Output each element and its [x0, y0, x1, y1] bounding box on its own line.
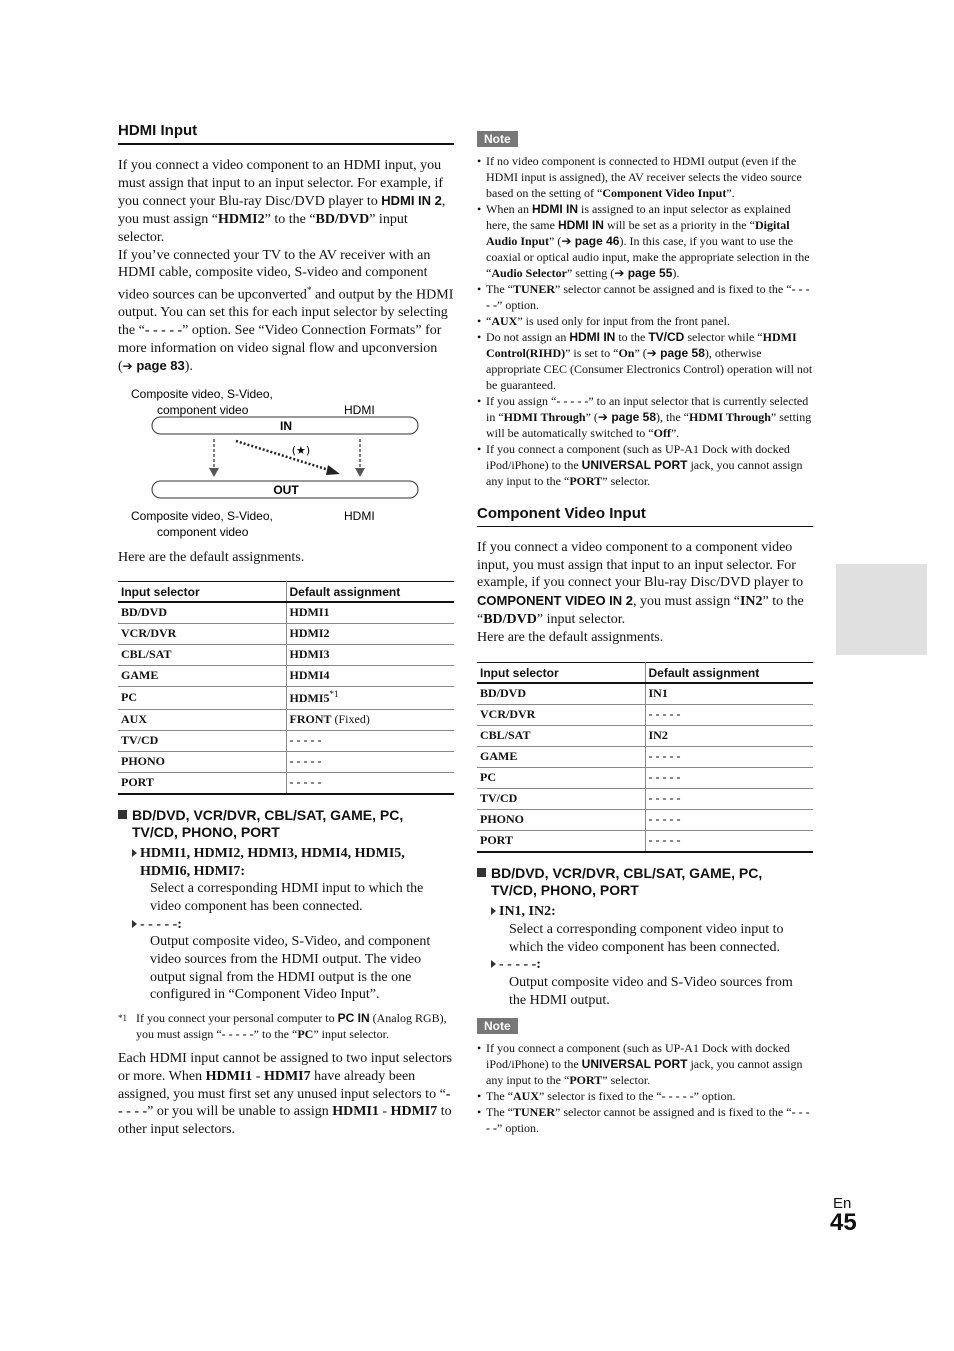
list-item: • If no video component is connected to HDMI output (even if the HDMI input is assigned), the AV receiver selects the video source based on the setting of “Component Video Input”.: [477, 153, 813, 201]
list-item: • When an HDMI IN is assigned to an input selector as explained here, the same HDMI IN will be set as a priority in the “Digital Audio Input” (➔ page 46). In this case, if you want to use the coaxial or optical audio input, make the appropriate selection in the “Audio Selector” setting (➔ page 55).: [477, 201, 813, 281]
section-title-hdmi-input: HDMI Input: [118, 122, 454, 145]
cell-selector: CBL/SAT: [118, 644, 286, 665]
exclusive-assignment-paragraph: Each HDMI input cannot be assigned to two input selectors or more. When HDMI1 - HDMI7 have already been assigned, you must first set any unused input selectors to “- - - - -” or you will be unable to assign HDMI1 - HDMI7 to other input selectors.: [118, 1051, 452, 1137]
cell-assignment: HDMI3: [286, 644, 454, 665]
cell-assignment: IN2: [645, 726, 813, 747]
cell-selector: VCR/DVR: [118, 623, 286, 644]
section-title-component-video: Component Video Input: [477, 505, 813, 527]
cell-assignment: - - - - -: [286, 751, 454, 772]
triangle-bullet-icon: [132, 849, 137, 857]
component-assignment-table: [477, 662, 813, 853]
cell-assignment: - - - - -: [645, 810, 813, 831]
selector-list-heading: BD/DVD, VCR/DVR, CBL/SAT, GAME, PC, TV/CD, PHONO, PORT: [477, 865, 813, 899]
cell-assignment: - - - - -: [286, 772, 454, 794]
cell-selector: PHONO: [118, 751, 286, 772]
cell-selector: GAME: [477, 747, 645, 768]
table-row: [477, 726, 813, 747]
arrow-icon: ➔: [614, 266, 625, 280]
cell-assignment: - - - - -: [286, 730, 454, 751]
arrow-icon: ➔: [122, 359, 133, 374]
hdmi-notes-list: [477, 153, 813, 489]
header-default-assignment: Default assignment: [286, 581, 454, 602]
diagram-bottom-left-line1: Composite video, S-Video,: [131, 509, 273, 524]
list-item: • If you assign “- - - - -” to an input selector that is currently selected in “HDMI Through” (➔ page 58), the “HDMI Through” setting will be automatically switched to “Off”.: [477, 393, 813, 441]
header-input-selector: Input selector: [477, 663, 645, 684]
diagram-top-right: HDMI: [344, 403, 375, 418]
arrow-icon: ➔: [597, 410, 608, 424]
cell-assignment: HDMI5$^{*1}$: [286, 686, 454, 709]
list-item: • If you connect a component (such as UP-A1 Dock with docked iPod/iPhone) to the UNIVERSAL PORT jack, you cannot assign any input to the “PORT” selector.: [477, 1040, 813, 1088]
list-item: • Do not assign an HDMI IN to the TV/CD selector while “HDMI Control(RIHD)” is set to “On” (➔ page 58), otherwise appropriate CEC (Consumer Electronics Control) operation will not be guaranteed.: [477, 329, 813, 393]
cell-assignment: HDMI2: [286, 623, 454, 644]
cell-selector: VCR/DVR: [477, 705, 645, 726]
option-none: - - - - -:: [477, 956, 813, 974]
square-bullet-icon: [477, 868, 486, 877]
table-row: [477, 768, 813, 789]
cell-assignment: HDMI1: [286, 602, 454, 624]
hdmi-assignment-table: [118, 581, 454, 795]
option-none-desc: Output composite video and S-Video sources from the HDMI output.: [509, 975, 793, 1008]
table-row: [118, 665, 454, 686]
defaults-intro: Here are the default assignments.: [477, 629, 664, 645]
cell-selector: PC: [477, 768, 645, 789]
table-row: [477, 683, 813, 705]
chapter-side-tab: [836, 564, 927, 655]
defaults-intro: Here are the default assignments.: [118, 550, 305, 566]
cell-assignment: IN1: [645, 683, 813, 705]
table-row: [118, 709, 454, 730]
option-hdmi-inputs-desc: Select a corresponding HDMI input to which the video component has been connected.: [150, 881, 424, 914]
cell-assignment: - - - - -: [645, 831, 813, 853]
table-row: [118, 730, 454, 751]
cell-assignment: FRONT (Fixed): [286, 709, 454, 730]
cell-assignment: HDMI4: [286, 665, 454, 686]
footnote-1: *1 If you connect your personal computer to PC IN (Analog RGB), you must assign “- - - - -” to the “PC” input selector.: [118, 1011, 447, 1042]
table-header-row: [477, 663, 813, 684]
option-component-inputs-desc: Select a corresponding component video input to which the video component has been connected.: [509, 921, 784, 955]
triangle-bullet-icon: [132, 920, 137, 928]
page-number: 45: [830, 1209, 857, 1236]
right-column: [477, 130, 813, 1136]
cell-assignment: - - - - -: [645, 747, 813, 768]
selector-list-heading: BD/DVD, VCR/DVR, CBL/SAT, GAME, PC, TV/CD, PHONO, PORT: [118, 807, 454, 841]
option-component-inputs: IN1, IN2:: [477, 903, 813, 921]
table-row: [118, 602, 454, 624]
star-label: (★): [291, 444, 311, 458]
cell-selector: GAME: [118, 665, 286, 686]
list-item: • “AUX” is used only for input from the front panel.: [477, 313, 813, 329]
diagram-graphic: [118, 386, 454, 539]
table-row: [477, 831, 813, 853]
out-label: OUT: [273, 483, 299, 498]
left-column: [118, 122, 454, 1139]
list-item: • The “AUX” selector is fixed to the “- - - - -” option.: [477, 1088, 813, 1104]
cell-selector: TV/CD: [477, 789, 645, 810]
signal-flow-diagram: [118, 386, 454, 539]
diagram-bottom-left-line2: component video: [157, 525, 249, 540]
cell-selector: TV/CD: [118, 730, 286, 751]
table-row: [118, 772, 454, 794]
table-row: [118, 644, 454, 665]
table-row: [477, 705, 813, 726]
table-row: [477, 789, 813, 810]
option-hdmi-inputs: HDMI1, HDMI2, HDMI3, HDMI4, HDMI5, HDMI6, HDMI7:: [118, 845, 454, 880]
table-header-row: [118, 581, 454, 602]
note-badge: Note: [477, 131, 518, 147]
cell-assignment: - - - - -: [645, 768, 813, 789]
triangle-bullet-icon: [491, 960, 496, 968]
header-input-selector: Input selector: [118, 581, 286, 602]
list-item: • The “TUNER” selector cannot be assigned and is fixed to the “- - - - -” option.: [477, 281, 813, 313]
page-language: En: [833, 1195, 852, 1212]
component-intro-paragraph: If you connect a video component to a component video input, you must assign that input to an input selector. For example, if you connect your Blu-ray Disc/DVD player to COMPONENT VIDEO IN 2, you must assign “IN2” to the “BD/DVD” input selector.: [477, 540, 804, 627]
table-row: [118, 686, 454, 709]
option-none-desc: Output composite video, S-Video, and component video sources from the HDMI output. The video output signal from the HDMI output is the one configured in “Component Video Input”.: [150, 934, 431, 1003]
table-row: [118, 751, 454, 772]
diagram-bottom-right: HDMI: [344, 509, 375, 524]
list-item: • If you connect a component (such as UP-A1 Dock with docked iPod/iPhone) to the UNIVERSAL PORT jack, you cannot assign any input to the “PORT” selector.: [477, 441, 813, 489]
cell-selector: PC: [118, 686, 286, 709]
option-none: - - - - -:: [118, 916, 454, 934]
list-item: • The “TUNER” selector cannot be assigned and is fixed to the “- - - - -” option.: [477, 1104, 813, 1136]
cell-selector: BD/DVD: [477, 683, 645, 705]
cell-selector: PORT: [477, 831, 645, 853]
diagram-top-left-line2: component video: [157, 403, 249, 418]
cell-selector: AUX: [118, 709, 286, 730]
diagram-top-left-line1: Composite video, S-Video,: [131, 387, 273, 402]
table-row: [477, 810, 813, 831]
table-row: [118, 623, 454, 644]
triangle-bullet-icon: [491, 907, 496, 915]
cell-assignment: - - - - -: [645, 789, 813, 810]
upconversion-paragraph: If you’ve connected your TV to the AV receiver with an HDMI cable, composite video, S-video and component video sources can be upconverted* and output by the HDMI output. You can set this for each input selector by selecting the “- - - - -” option. See “Video Connection Formats” for more information on video signal flow and upconversion (➔ page 83).: [118, 247, 454, 375]
arrow-icon: ➔: [646, 346, 657, 360]
in-label: IN: [280, 419, 292, 434]
cell-assignment: - - - - -: [645, 705, 813, 726]
hdmi-intro-paragraph: If you connect a video component to an HDMI input, you must assign that input to an input selector. For example, if you connect your Blu-ray Disc/DVD player to HDMI IN 2, you must assign “HDMI2” to the “BD/DVD” input selector.: [118, 158, 446, 245]
note2-container: [477, 1017, 813, 1035]
square-bullet-icon: [118, 810, 127, 819]
arrow-icon: ➔: [561, 234, 572, 248]
table-row: [477, 747, 813, 768]
header-default-assignment: Default assignment: [645, 663, 813, 684]
page-number-block: [830, 1195, 857, 1234]
cell-selector: CBL/SAT: [477, 726, 645, 747]
cell-selector: PORT: [118, 772, 286, 794]
note-badge: Note: [477, 1018, 518, 1034]
component-notes-list: [477, 1040, 813, 1136]
cell-selector: PHONO: [477, 810, 645, 831]
cell-selector: BD/DVD: [118, 602, 286, 624]
